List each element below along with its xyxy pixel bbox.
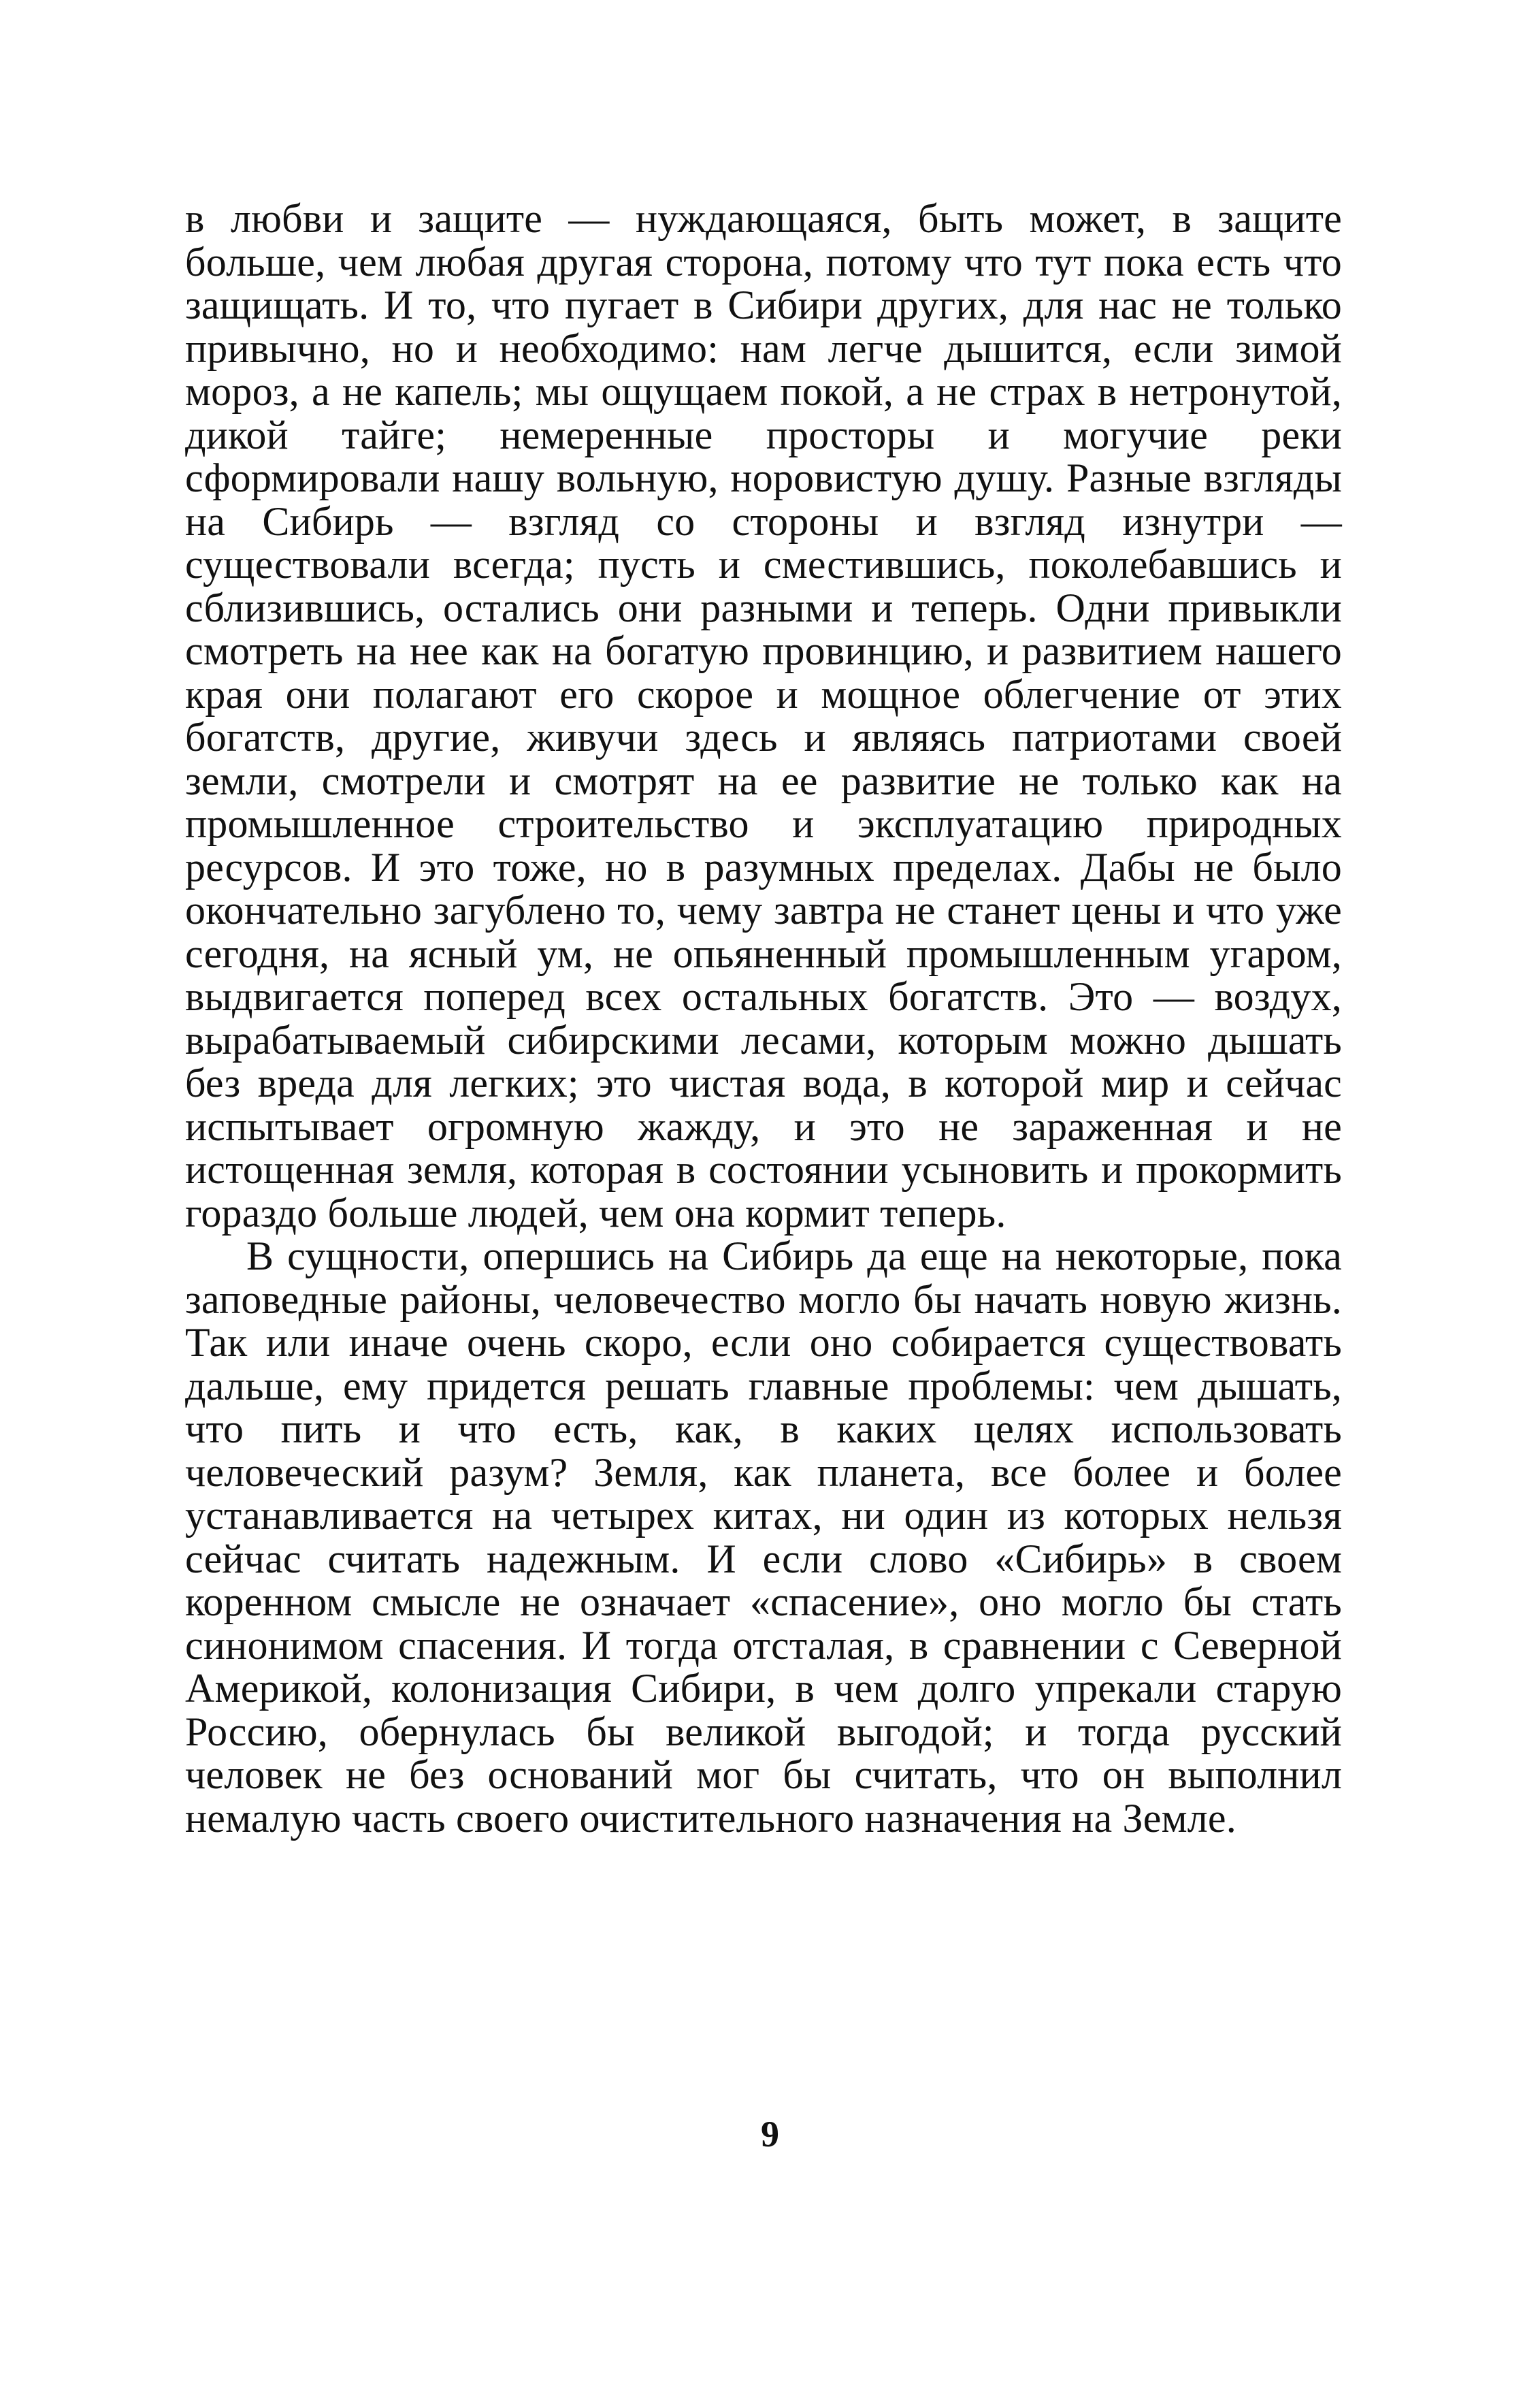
- paragraph-2: В сущности, опершись на Сибирь да еще на некоторые, пока заповедные районы, человечество могло бы начать новую жизнь. Так или иначе очень скоро, если оно собирается существовать дальше, ему придется решать главные проблемы: чем дышать, что пить и что есть, как, в каких целях использовать человеческий разум? Земля, как планета, все более и более устанавливается на четырех китах, ни один из которых нельзя сейчас считать надежным. И если слово «Сибирь» в своем коренном смысле не означает «спасение», оно могло бы стать синонимом спасения. И тогда отсталая, в сравнении с Северной Америкой, колонизация Сибири, в чем долго упрекали старую Россию, обернулась бы великой выгодой; и тогда русский человек не без оснований мог бы считать, что он выполнил немалую часть своего очистительного назначения на Земле.: [185, 1233, 1342, 1841]
- body-text: [185, 197, 1342, 1840]
- page-number: 9: [761, 2114, 779, 2155]
- paragraph-1: в любви и защите — нуждающаяся, быть может, в защите больше, чем любая другая сторона, потому что тут пока есть что защищать. И то, что пугает в Сибири других, для нас не только привычно, но и необходимо: нам легче дышится, если зимой мороз, а не капель; мы ощущаем покой, а не страх в нетронутой, дикой тайге; немеренные просторы и могучие реки сформировали нашу вольную, норовистую душу. Разные взгляды на Сибирь — взгляд со стороны и взгляд изнутри — существовали всегда; пусть и сместившись, поколебавшись и сблизившись, остались они разными и теперь. Одни привыкли смотреть на нее как на богатую провинцию, и развитием нашего края они полагают его скорое и мощное облегчение от этих богатств, другие, живучи здесь и являясь патриотами своей земли, смотрели и смотрят на ее развитие не только как на промышленное строительство и эксплуатацию природных ресурсов. И это тоже, но в разумных пределах. Дабы не было окончательно загублено то, чему завтра не станет цены и что уже сегодня, на ясный ум, не опьяненный промышленным угаром, выдвигается поперед всех остальных богатств. Это — воздух, вырабатываемый сибирскими лесами, которым можно дышать без вреда для легких; это чистая вода, в которой мир и сейчас испытывает огромную жажду, и это не зараженная и не истощенная земля, которая в состоянии усыновить и прокормить гораздо больше людей, чем она кормит теперь.: [185, 196, 1342, 1236]
